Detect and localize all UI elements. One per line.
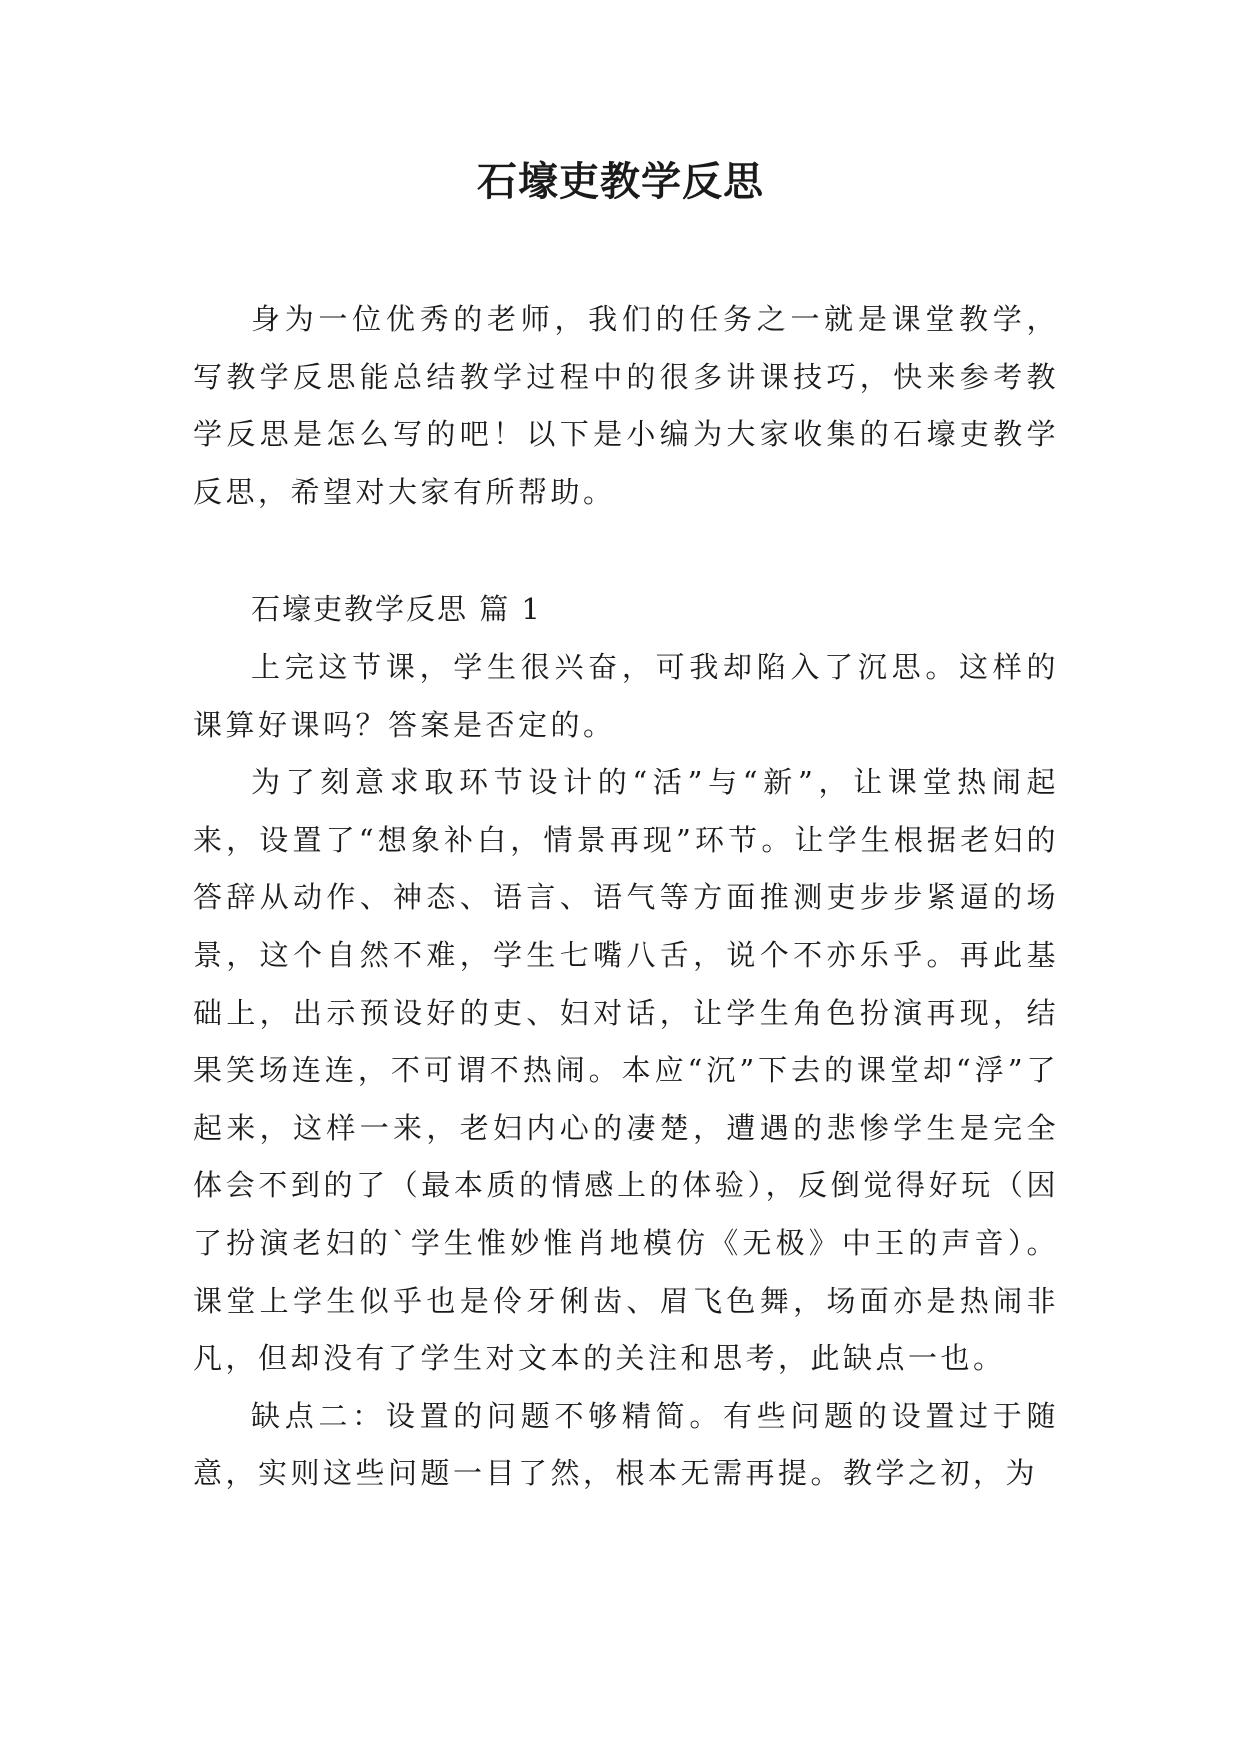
body-paragraph-1: 上完这节课，学生很兴奋，可我却陷入了沉思。这样的课算好课吗？答案是否定的。: [193, 649, 1059, 742]
section-heading: 石壕吏教学反思 篇 1: [251, 592, 542, 627]
body-paragraph-2: 为了刻意求取环节设计的“活”与“新”，让课堂热闹起来，设置了“想象补白，情景再现”环节。让学生根据老妇的答辞从动作、神态、语言、语气等方面推测吏步步紧逼的场景，这个自然不难，学生七嘴八舌，说个不亦乐乎。再此基础上，出示预设好的吏、妇对话，让学生角色扮演再现，结果笑场连连，不可谓不热闹。本应“沉”下去的课堂却“浮”了起来，这样一来，老妇内心的凄楚，遭遇的悲惨学生是完全体会不到的了（最本质的情感上的体验），反倒觉得好玩（因了扮演老妇的`学生惟妙惟肖地模仿《无极》中王的声音）。课堂上学生似乎也是伶牙俐齿、眉飞色舞，场面亦是热闹非凡，但却没有了学生对文本的关注和思考，此缺点一也。: [193, 765, 1059, 1376]
body-paragraph-3: 缺点二：设置的问题不够精简。有些问题的设置过于随意，实则这些问题一目了然，根本无需再提。教学之初，为: [193, 1398, 1059, 1491]
document-title: 石壕吏教学反思: [477, 158, 764, 205]
intro-paragraph: 身为一位优秀的老师，我们的任务之一就是课堂教学，写教学反思能总结教学过程中的很多讲课技巧，快来参考教学反思是怎么写的吧！以下是小编为大家收集的石壕吏教学反思，希望对大家有所帮助。: [193, 302, 1059, 509]
paragraph-spacer: [193, 521, 1059, 581]
document-body: [193, 291, 1059, 1503]
